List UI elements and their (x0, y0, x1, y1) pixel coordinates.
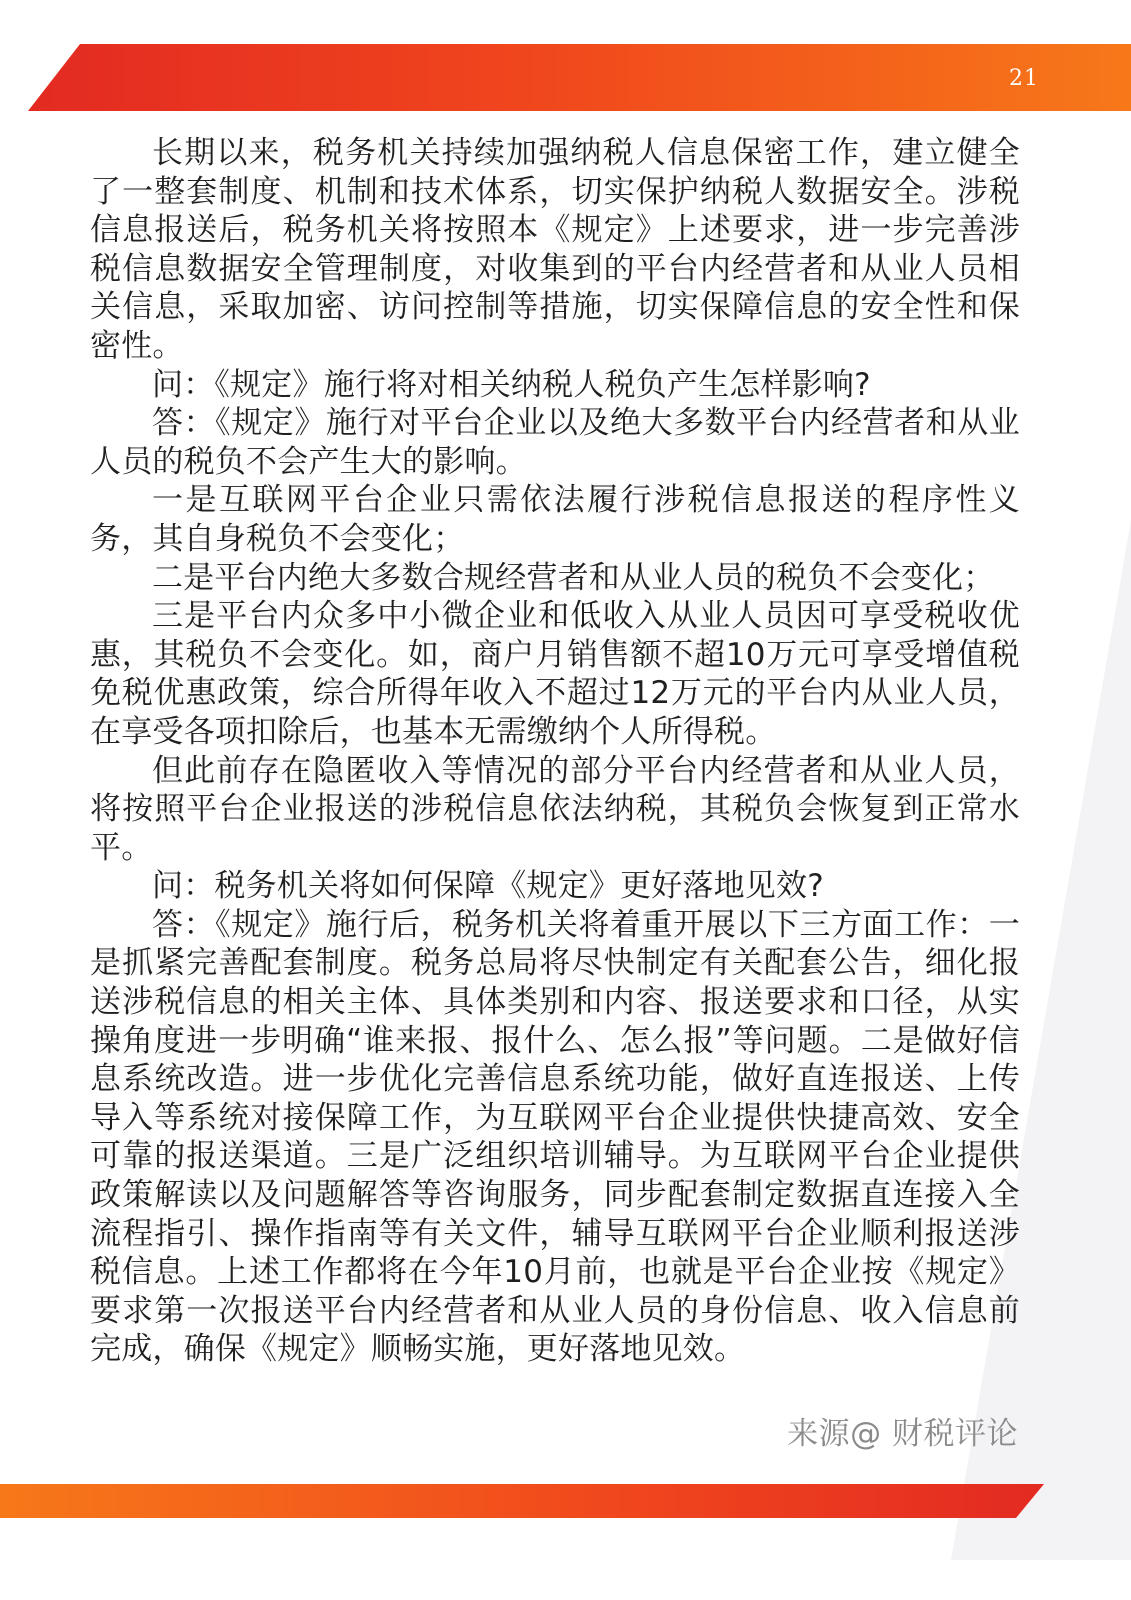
footer-banner (0, 1484, 1044, 1518)
point-one: 一是互联网平台企业只需依法履行涉税信息报送的程序性义务，其自身税负不会变化； (90, 482, 1020, 557)
question-tax-burden: 问：《规定》施行将对相关纳税人税负产生怎样影响? (152, 366, 871, 403)
page-number: 21 (1009, 66, 1039, 91)
paragraph-data-security: 长期以来，税务机关持续加强纳税人信息保密工作，建立健全了一整套制度、机制和技术体系，切实保护纳税人数据安全。涉税信息报送后，税务机关将按照本《规定》上述要求，进一步完善涉税信息数据安全管理制度，对收集到的平台内经营者和从业人员相关信息，采取加密、访问控制等措施，切实保障信息的安全性和保密性。 (90, 135, 1020, 364)
answer-implementation: 答：《规定》施行后，税务机关将着重开展以下三方面工作：一是抓紧完善配套制度。税务总局将尽快制定有关配套公告，细化报送涉税信息的相关主体、具体类别和内容、报送要求和口径，从实操角度进一步明确“谁来报、报什么、怎么报”等问题。二是做好信息系统改造。进一步优化完善信息系统功能，做好直连报送、上传导入等系统对接保障工作，为互联网平台企业提供快捷高效、安全可靠的报送渠道。三是广泛组织培训辅导。为互联网平台企业提供政策解读以及问题解答等咨询服务，同步配套制定数据直连接入全流程指引、操作指南等有关文件，辅导互联网平台企业顺利报送涉税信息。上述工作都将在今年10月前，也就是平台企业按《规定》要求第一次报送平台内经营者和从业人员的身份信息、收入信息前完成，确保《规定》顺畅实施，更好落地见效。 (90, 906, 1020, 1368)
header-banner (28, 44, 1131, 111)
point-two: 二是平台内绝大多数合规经营者和从业人员的税负不会变化； (152, 559, 995, 596)
question-implementation: 问：税务机关将如何保障《规定》更好落地见效? (152, 868, 824, 905)
answer-tax-burden: 答：《规定》施行对平台企业以及绝大多数平台内经营者和从业人员的税负不会产生大的影响。 (90, 405, 1020, 480)
paragraph-hidden-income: 但此前存在隐匿收入等情况的部分平台内经营者和从业人员，将按照平台企业报送的涉税信息依法纳税，其税负会恢复到正常水平。 (90, 752, 1020, 866)
point-three: 三是平台内众多中小微企业和低收入从业人员因可享受税收优惠，其税负不会变化。如，商户月销售额不超10万元可享受增值税免税优惠政策，综合所得年收入不超过12万元的平台内从业人员，在享受各项扣除后，也基本无需缴纳个人所得税。 (90, 598, 1020, 750)
article-body (90, 134, 1020, 1369)
source-attribution: 来源@ 财税评论 (787, 1416, 1018, 1452)
